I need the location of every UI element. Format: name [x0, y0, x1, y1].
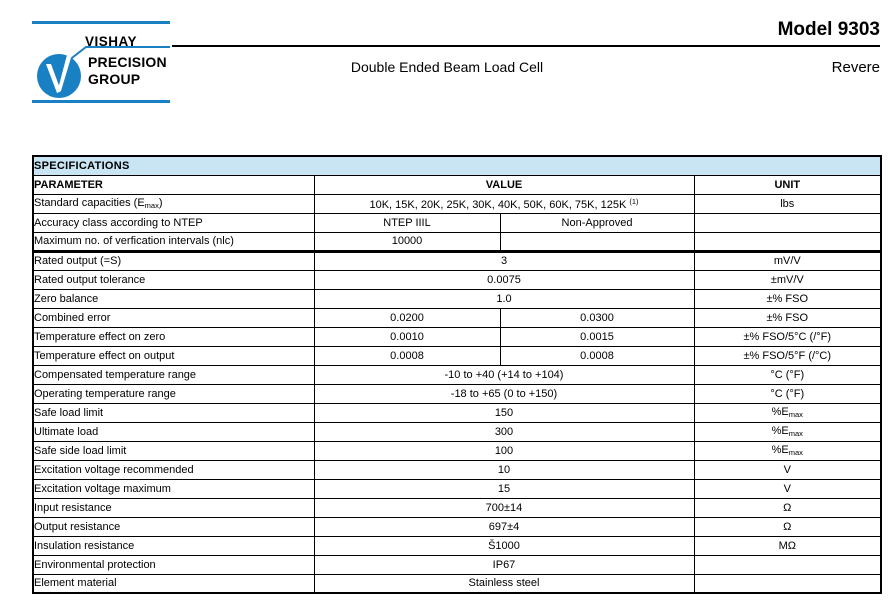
table-row	[33, 327, 881, 346]
table-row	[33, 251, 881, 270]
value-cell: 1.0	[314, 289, 694, 308]
param-cell: Excitation voltage recommended	[33, 460, 314, 479]
value-cell	[500, 232, 694, 251]
param-cell: Rated output (=S)	[33, 251, 314, 270]
unit-cell: $\%E_{max}$	[694, 441, 881, 460]
value-cell: 0.0008	[500, 346, 694, 365]
table-row	[33, 555, 881, 574]
param-cell: Operating temperature range	[33, 384, 314, 403]
value-cell: 0.0008	[314, 346, 500, 365]
value-cell: Š1000	[314, 536, 694, 555]
value-cell: 3	[314, 251, 694, 270]
value-cell: 0.0200	[314, 308, 500, 327]
unit-cell: Ω	[694, 517, 881, 536]
unit-cell	[694, 555, 881, 574]
logo-brand-text: VISHAY	[84, 34, 137, 49]
value-cell: -10 to +40 (+14 to +104)	[314, 365, 694, 384]
param-cell: Safe side load limit	[33, 441, 314, 460]
value-cell: 0.0010	[314, 327, 500, 346]
unit-cell: V	[694, 460, 881, 479]
value-cell: 697±4	[314, 517, 694, 536]
param-cell: Compensated temperature range	[33, 365, 314, 384]
table-row	[33, 213, 881, 232]
table-row	[33, 460, 881, 479]
unit-cell: °C (°F)	[694, 384, 881, 403]
value-cell: 0.0300	[500, 308, 694, 327]
unit-cell: lbs	[694, 194, 881, 213]
value-cell: 100	[314, 441, 694, 460]
unit-cell: ±% FSO/5°C (/°F)	[694, 327, 881, 346]
unit-cell: ±% FSO	[694, 308, 881, 327]
unit-cell: ±mV/V	[694, 270, 881, 289]
table-row	[33, 308, 881, 327]
table-row	[33, 517, 881, 536]
value-cell: 10K, 15K, 20K, 25K, 30K, 40K, 50K, 60K, 75K, 125K $^{(1)}$	[314, 194, 694, 213]
unit-cell: ±% FSO	[694, 289, 881, 308]
table-row	[33, 403, 881, 422]
table-row	[33, 270, 881, 289]
spec-table-body	[33, 194, 881, 593]
product-title: Double Ended Beam Load Cell	[350, 59, 544, 75]
param-cell: Zero balance	[33, 289, 314, 308]
table-row	[33, 289, 881, 308]
value-cell: -18 to +65 (0 to +150)	[314, 384, 694, 403]
specifications-section	[32, 155, 882, 594]
value-cell: 0.0075	[314, 270, 694, 289]
param-cell: Input resistance	[33, 498, 314, 517]
unit-cell: $\%E_{max}$	[694, 422, 881, 441]
table-row	[33, 441, 881, 460]
table-row	[33, 346, 881, 365]
value-cell: 700±14	[314, 498, 694, 517]
value-cell: 10	[314, 460, 694, 479]
value-cell: 10000	[314, 232, 500, 251]
brand-name: Revere	[831, 59, 880, 76]
logo-group-text: PRECISION GROUP	[88, 54, 167, 87]
table-row	[33, 384, 881, 403]
table-header-row	[33, 175, 881, 194]
table-row	[33, 232, 881, 251]
table-title: SPECIFICATIONS	[33, 156, 881, 175]
column-header-value: VALUE	[314, 175, 694, 194]
param-cell: Insulation resistance	[33, 536, 314, 555]
unit-cell: mV/V	[694, 251, 881, 270]
param-cell: Temperature effect on output	[33, 346, 314, 365]
unit-cell: ±% FSO/5°F (/°C)	[694, 346, 881, 365]
param-cell: Element material	[33, 574, 314, 593]
value-cell: 15	[314, 479, 694, 498]
param-cell: Accuracy class according to NTEP	[33, 213, 314, 232]
column-header-parameter: PARAMETER	[33, 175, 314, 194]
unit-cell: °C (°F)	[694, 365, 881, 384]
unit-cell: MΩ	[694, 536, 881, 555]
param-cell: Excitation voltage maximum	[33, 479, 314, 498]
table-row	[33, 479, 881, 498]
model-title: Model 9303	[777, 19, 880, 40]
column-header-unit: UNIT	[694, 175, 881, 194]
table-row	[33, 194, 881, 213]
value-cell: NTEP IIIL	[314, 213, 500, 232]
table-row	[33, 574, 881, 593]
unit-cell	[694, 232, 881, 251]
value-cell: 0.0015	[500, 327, 694, 346]
table-row	[33, 498, 881, 517]
value-cell: 300	[314, 422, 694, 441]
table-row	[33, 365, 881, 384]
param-cell: Output resistance	[33, 517, 314, 536]
table-title-row	[33, 156, 881, 175]
value-cell: 150	[314, 403, 694, 422]
param-cell: Temperature effect on zero	[33, 327, 314, 346]
unit-cell: V	[694, 479, 881, 498]
unit-cell: Ω	[694, 498, 881, 517]
param-cell: Ultimate load	[33, 422, 314, 441]
param-cell: Rated output tolerance	[33, 270, 314, 289]
param-cell: Standard capacities $(E_{max})$	[33, 194, 314, 213]
param-cell: Maximum no. of verfication intervals (nlc)	[33, 232, 314, 251]
unit-cell: $\%E_{max}$	[694, 403, 881, 422]
param-cell: Environmental protection	[33, 555, 314, 574]
value-cell: Stainless steel	[314, 574, 694, 593]
value-cell: Non-Approved	[500, 213, 694, 232]
unit-cell	[694, 213, 881, 232]
table-row	[33, 422, 881, 441]
table-row	[33, 536, 881, 555]
param-cell: Combined error	[33, 308, 314, 327]
value-cell: IP67	[314, 555, 694, 574]
header-divider	[172, 45, 880, 47]
param-cell: Safe load limit	[33, 403, 314, 422]
specifications-table	[32, 155, 882, 594]
unit-cell	[694, 574, 881, 593]
